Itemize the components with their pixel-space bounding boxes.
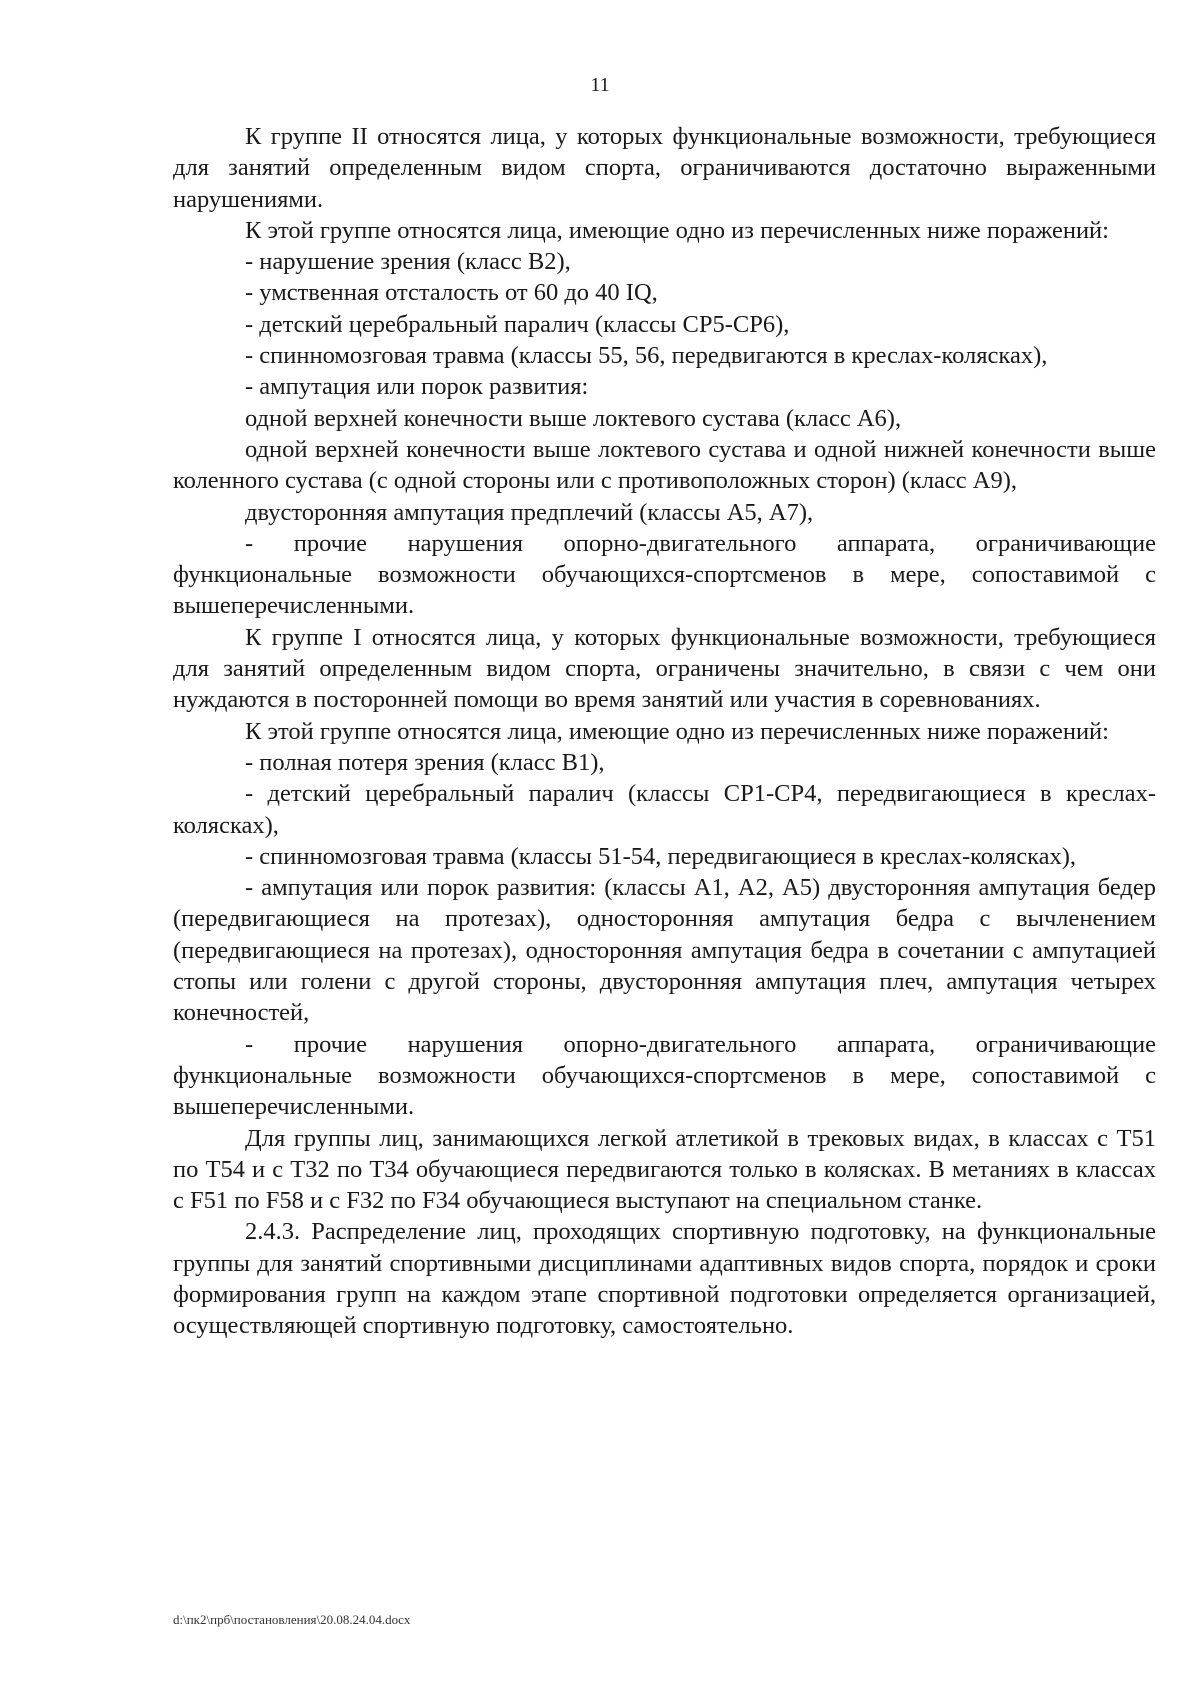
list-item: - ампутация или порок развития: <box>245 373 589 401</box>
paragraph: К этой группе относятся лица, имеющие одно из перечисленных ниже поражений: <box>245 216 1109 244</box>
list-item: - прочие нарушения опорно-двигательного аппарата, ограничивающие функциональные возможности обучающихся-спортсменов в мере, сопоставимой с вышеперечисленными. <box>173 1030 1156 1121</box>
list-item: - прочие нарушения опорно-двигательного аппарата, ограничивающие функциональные возможности обучающихся-спортсменов в мере, сопоставимой с вышеперечисленными. <box>173 529 1156 620</box>
list-item: - нарушение зрения (класс В2), <box>245 248 571 276</box>
list-item: одной верхней конечности выше локтевого сустава и одной нижней конечности выше коленного сустава (с одной стороны или с противоположных сторон) (класс А9), <box>173 435 1156 495</box>
paragraph: К группе II относятся лица, у которых функциональные возможности, требующиеся для занятий определенным видом спорта, ограничиваются достаточно выраженными нарушениями. <box>173 123 1156 213</box>
list-item: - детский церебральный паралич (классы CP5-CP6), <box>245 310 790 338</box>
list-item: - ампутация или порок развития: (классы А1, А2, А5) двусторонняя ампутация бедер (передвигающиеся на протезах), односторонняя ампутация бедра с вычленением (передвигающиеся на протезах), односторонняя ампутация бедра в сочетании с ампутацией стопы или голени с другой стороны, двусторонняя ампутация плеч, ампутация четырех конечностей, <box>173 874 1156 1027</box>
list-item: одной верхней конечности выше локтевого сустава (класс А6), <box>245 404 902 432</box>
list-item: - спинномозговая травма (классы 55, 56, передвигаются в креслах-колясках), <box>245 342 1048 370</box>
list-item: - умственная отсталость от 60 до 40 IQ, <box>245 279 658 307</box>
footer-file-path: d:\пк2\прб\постановления\20.08.24.04.docx <box>173 1612 411 1627</box>
paragraph: 2.4.3. Распределение лиц, проходящих спортивную подготовку, на функциональные группы для занятий спортивными дисциплинами адаптивных видов спорта, порядок и сроки формирования групп на каждом этапе спортивной подготовки определяется организацией, осуществляющей спортивную подготовку, самостоятельно. <box>173 1218 1156 1340</box>
list-item: - детский церебральный паралич (классы CP1-CP4, передвигающиеся в креслах-колясках), <box>173 780 1156 839</box>
paragraph: Для группы лиц, занимающихся легкой атлетикой в трековых видах, в классах с Т51 по Т54 и с Т32 по Т34 обучающиеся передвигаются только в колясках. В метаниях в классах с F51 по F58 и с F32 по F34 обучающиеся выступают на специальном станке. <box>173 1124 1156 1215</box>
paragraph: К группе I относятся лица, у которых функциональные возможности, требующиеся для занятий определенным видом спорта, ограничены значительно, в связи с чем они нуждаются в посторонней помощи во время занятий или участия в соревнованиях. <box>173 623 1156 714</box>
document-body <box>173 121 1156 1342</box>
list-item: - спинномозговая травма (классы 51-54, передвигающиеся в креслах-колясках), <box>245 842 1077 870</box>
list-item: - полная потеря зрения (класс В1), <box>245 748 605 776</box>
paragraph: К этой группе относятся лица, имеющие одно из перечисленных ниже поражений: <box>245 717 1109 745</box>
page-number: 11 <box>590 74 610 96</box>
list-item: двусторонняя ампутация предплечий (классы А5, А7), <box>245 498 814 526</box>
